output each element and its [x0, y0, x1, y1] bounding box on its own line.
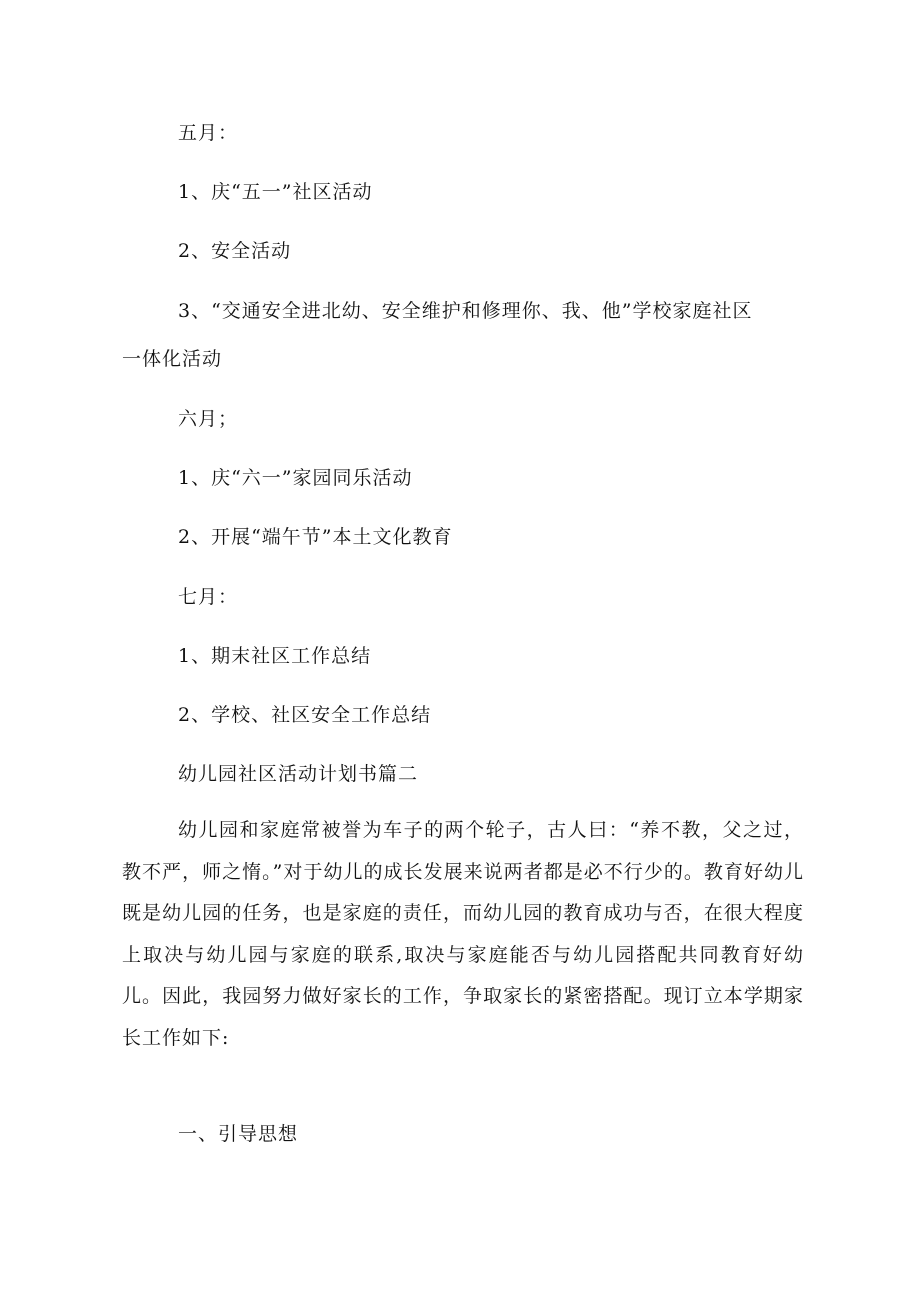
intro-paragraph: 幼儿园和家庭常被誉为车子的两个轮子，古人曰：“养不教，父之过，教不严，师之惰。”对于幼儿的成长发展来说两者都是必不行少的。教育好幼儿既是幼儿园的任务，也是家庭的责任，而幼儿园的教育成功与否，在很大程度上取决与幼儿园与家庭的联系,取决与家庭能否与幼儿园搭配共同教育好幼儿。因此，我园努力做好家长的工作，争取家长的紧密搭配。现订立本学期家长工作如下:	[122, 819, 804, 1049]
may-item-2: 2、安全活动	[178, 240, 292, 262]
may-item-3: 3、“交通安全进北幼、安全维护和修理你、我、他”学校家庭社区	[178, 300, 753, 322]
july-item-1: 1、期末社区工作总结	[178, 645, 372, 667]
may-item-1: 1、庆“五一”社区活动	[178, 181, 373, 203]
june-item-2: 2、开展“端午节”本土文化教育	[178, 526, 453, 548]
may-item-3-continuation: 一体化活动	[122, 348, 223, 370]
july-item-2: 2、学校、社区安全工作总结	[178, 704, 432, 726]
may-heading: 五月：	[178, 122, 239, 144]
july-heading: 七月：	[178, 586, 239, 608]
guiding-heading: 一、引导思想	[178, 1123, 299, 1145]
june-item-1: 1、庆“六一”家园同乐活动	[178, 467, 413, 489]
section-title: 幼儿园社区活动计划书篇二	[178, 763, 419, 785]
june-heading: 六月；	[178, 408, 239, 430]
